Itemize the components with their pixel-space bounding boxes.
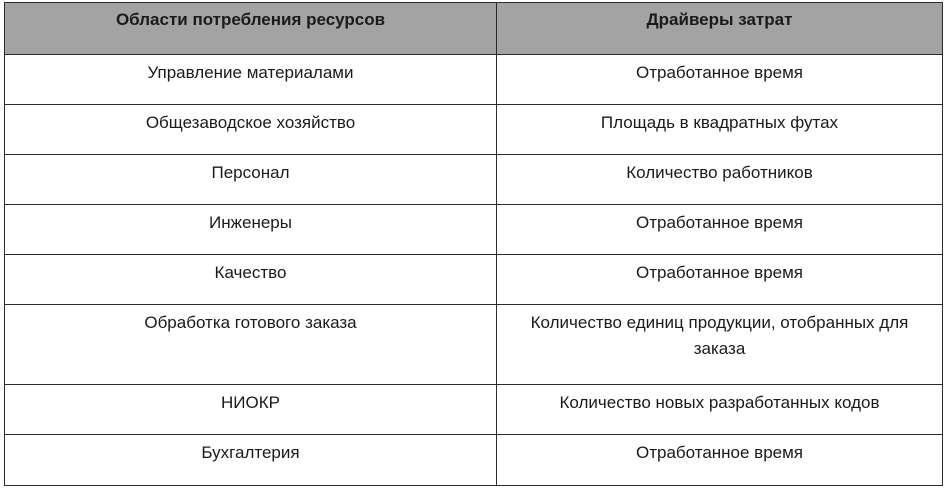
- cost-driver-cell: Площадь в квадратных футах: [497, 105, 943, 155]
- cost-driver-cell: Количество работников: [497, 155, 943, 205]
- resource-area-cell: Качество: [5, 255, 497, 305]
- table-header-row: [5, 3, 943, 55]
- table-row: [5, 105, 943, 155]
- table-row: [5, 435, 943, 486]
- resource-area-cell: НИОКР: [5, 385, 497, 435]
- cost-driver-cell: Отработанное время: [497, 435, 943, 486]
- table-row: [5, 155, 943, 205]
- cost-driver-cell: Отработанное время: [497, 55, 943, 105]
- header-cost-drivers: Драйверы затрат: [497, 3, 943, 55]
- resource-area-cell: Инженеры: [5, 205, 497, 255]
- cost-driver-cell: Отработанное время: [497, 205, 943, 255]
- resource-area-cell: Управление материалами: [5, 55, 497, 105]
- table-row: [5, 205, 943, 255]
- table-row: [5, 385, 943, 435]
- resource-area-cell: Общезаводское хозяйство: [5, 105, 497, 155]
- cost-driver-cell: Количество единиц продукции, отобранных для заказа: [497, 305, 943, 385]
- cost-driver-cell: Отработанное время: [497, 255, 943, 305]
- resource-area-cell: Персонал: [5, 155, 497, 205]
- resource-area-cell: Бухгалтерия: [5, 435, 497, 486]
- table-row: [5, 305, 943, 385]
- cost-drivers-table: [4, 2, 943, 486]
- table-row: [5, 255, 943, 305]
- header-resource-areas: Области потребления ресурсов: [5, 3, 497, 55]
- cost-driver-cell: Количество новых разработанных кодов: [497, 385, 943, 435]
- table-row: [5, 55, 943, 105]
- resource-area-cell: Обработка готового заказа: [5, 305, 497, 385]
